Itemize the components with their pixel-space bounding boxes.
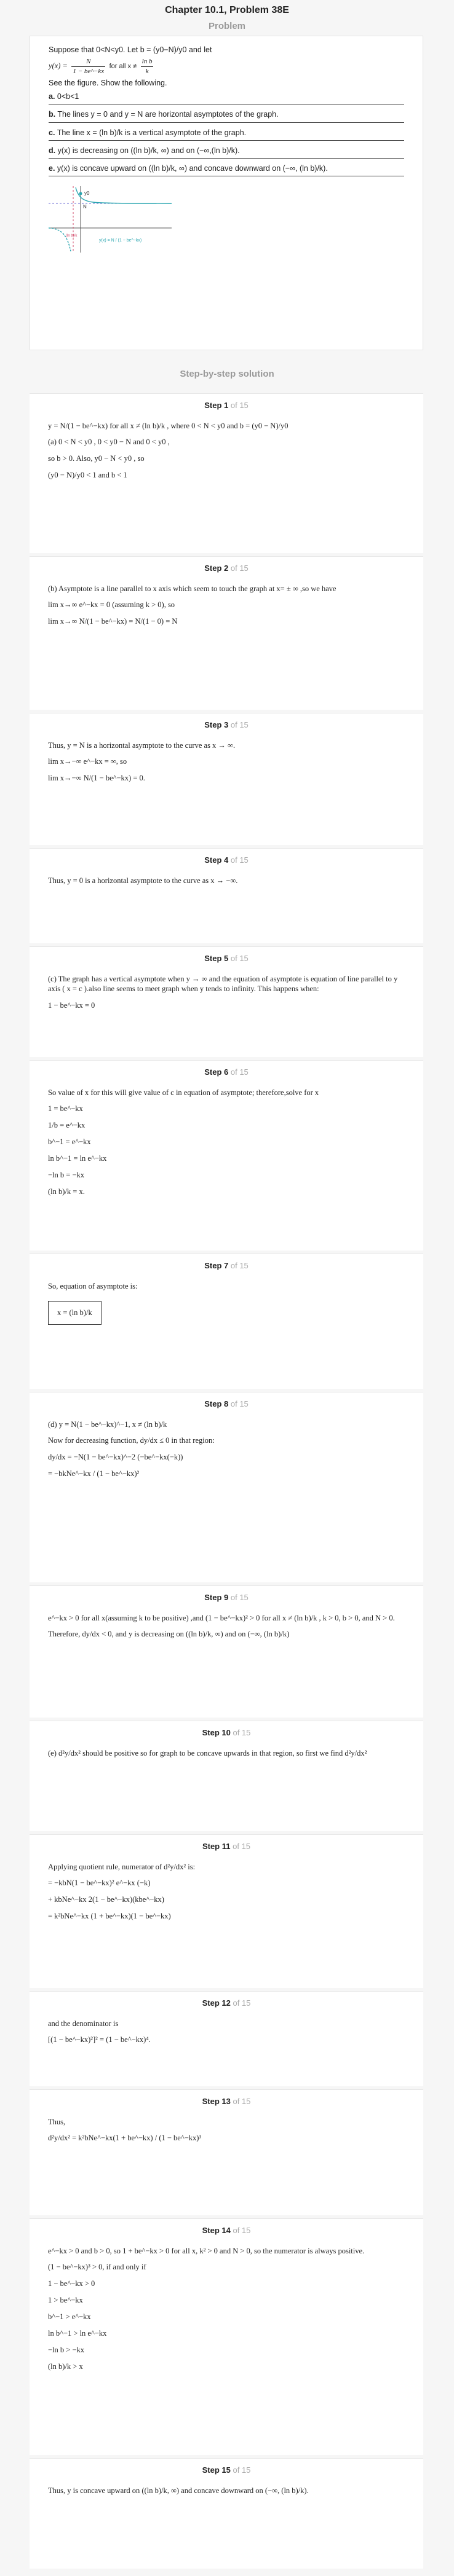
step-line: b^−1 = e^−kx <box>48 1137 91 1147</box>
step-line: [(1 − be^−kx)²]² = (1 − be^−kx)⁴. <box>48 2035 151 2044</box>
step-line: Now for decreasing function, dy/dx ≤ 0 in that region: <box>48 1436 215 1445</box>
problem-card <box>30 36 423 350</box>
step-line: = −bkNe^−kx / (1 − be^−kx)² <box>48 1469 140 1478</box>
step-header: Step 15 of 15 <box>202 2465 251 2475</box>
step-line: (c) The graph has a vertical asymptote when y → ∞ and the equation of asymptote is equation of line parallel to y axis ( x = c ).also line seems to meet graph when y tends to infinity. This happens when: <box>48 974 398 994</box>
point-y0 <box>79 192 82 195</box>
step-card <box>30 1721 423 1831</box>
step-card <box>30 1991 423 2086</box>
step-header: Step 10 of 15 <box>202 1728 251 1737</box>
step-line: so b > 0. Also, y0 − N < y0 , so <box>48 454 145 463</box>
step-header: Step 2 of 15 <box>204 564 249 573</box>
problem-option: b. The lines y = 0 and y = N are horizontal asymptotes of the graph. <box>49 108 404 122</box>
step-card <box>30 393 423 553</box>
step-line: 1 > be^−kx <box>48 2296 83 2305</box>
problem-option: c. The line x = (ln b)/k is a vertical asymptote of the graph. <box>49 127 404 141</box>
step-line: 1/b = e^−kx <box>48 1121 86 1130</box>
step-line: + kbNe^−kx 2(1 − be^−kx)(kbe^−kx) <box>48 1895 164 1904</box>
step-header: Step 1 of 15 <box>204 401 249 410</box>
step-card <box>30 2458 423 2569</box>
step-line: lim x→∞ N/(1 − be^−kx) = N/(1 − 0) = N <box>48 617 178 626</box>
step-header: Step 7 of 15 <box>204 1261 249 1270</box>
step-header: Step 11 of 15 <box>202 1842 251 1851</box>
step-card <box>30 1585 423 1718</box>
step-header: Step 4 of 15 <box>204 855 249 865</box>
step-line: (ln b)/k > x <box>48 2362 83 2371</box>
curve-left <box>49 228 71 251</box>
problem-option: e. y(x) is concave upward on ((ln b)/k, ∞) and concave downward on (−∞, (ln b)/k). <box>49 162 404 176</box>
step-header: Step 12 of 15 <box>202 1998 251 2008</box>
step-line: lim x→∞ e^−kx = 0 (assuming k > 0), so <box>48 600 175 610</box>
step-line: 1 − be^−kx = 0 <box>48 1001 95 1010</box>
step-card <box>30 1392 423 1582</box>
page-title: Chapter 10.1, Problem 38E <box>165 5 289 15</box>
step-header: Step 9 of 15 <box>204 1593 249 1602</box>
step-line: = k²bNe^−kx (1 + be^−kx)(1 − be^−kx) <box>48 1912 171 1921</box>
label-lnbk: (ln b)/k <box>66 234 78 238</box>
step-card <box>30 1254 423 1389</box>
step-line: (e) d²y/dx² should be positive so for graph to be concave upwards in that region, so first we find d²y/dx² <box>48 1748 367 1757</box>
step-header: Step 13 of 15 <box>202 2097 251 2106</box>
step-header: Step 6 of 15 <box>204 1067 249 1077</box>
step-header: Step 8 of 15 <box>204 1399 249 1408</box>
label-y0: y0 <box>84 190 90 197</box>
step-line: Thus, y = N is a horizontal asymptote to the curve as x → ∞. <box>48 740 236 750</box>
step-card <box>30 848 423 943</box>
step-line: (a) 0 < N < y0 , 0 < y0 − N and 0 < y0 , <box>48 438 170 447</box>
step-card <box>30 1060 423 1251</box>
step-line: x = (ln b)/k <box>48 1301 102 1325</box>
step-line: (d) y = N(1 − be^−kx)^−1, x ≠ (ln b)/k <box>48 1420 167 1429</box>
step-line: = −kbN(1 − be^−kx)² e^−kx (−k) <box>48 1879 151 1888</box>
step-line: Therefore, dy/dx < 0, and y is decreasing on ((ln b)/k, ∞) and on (−∞, (ln b)/k) <box>48 1630 290 1639</box>
step-line: e^−kx > 0 and b > 0, so 1 + be^−kx > 0 for all x, k² > 0 and N > 0, so the numerator is always positive. <box>48 2246 365 2255</box>
solution-label: Step-by-step solution <box>180 369 274 379</box>
problem-see: See the figure. Show the following. <box>49 78 167 87</box>
problem-intro: Suppose that 0<N<y0. Let b = (y0−N)/y0 and let <box>49 45 212 54</box>
step-header: Step 3 of 15 <box>204 720 249 729</box>
step-header: Step 14 of 15 <box>202 2226 251 2235</box>
step-card <box>30 1834 423 1988</box>
step-line: Thus, y is concave upward on ((ln b)/k, ∞) and concave downward on (−∞, (ln b)/k). <box>48 2486 309 2495</box>
step-line: −ln b = −kx <box>48 1170 84 1179</box>
step-card <box>30 946 423 1057</box>
step-line: Thus, y = 0 is a horizontal asymptote to the curve as x → −∞. <box>48 876 238 885</box>
step-line: ln b^−1 = ln e^−kx <box>48 1154 107 1163</box>
step-header: Step 5 of 15 <box>204 954 249 963</box>
problem-graph <box>49 185 172 253</box>
step-line: (1 − be^−kx)³ > 0, if and only if <box>48 2263 146 2272</box>
step-line: −ln b > −kx <box>48 2345 84 2354</box>
step-line: y = N/(1 − be^−kx) for all x ≠ (ln b)/k , where 0 < N < y0 and b = (y0 − N)/y0 <box>48 421 289 430</box>
problem-option: d. y(x) is decreasing on ((ln b)/k, ∞) and on (−∞,(ln b)/k). <box>49 144 404 159</box>
step-line: 1 = be^−kx <box>48 1104 83 1113</box>
step-line: e^−kx > 0 for all x(assuming k to be positive) ,and (1 − be^−kx)² > 0 for all x ≠ (ln b)/k , k > 0, b > 0, and N > 0. <box>48 1613 395 1622</box>
label-eq: y(x) = N / (1 − be^−kx) <box>99 238 142 243</box>
step-card <box>30 2218 423 2455</box>
problem-label: Problem <box>208 21 245 31</box>
step-line: So value of x for this will give value of c in equation of asymptote; therefore,solve for x <box>48 1088 319 1097</box>
problem-formula: y(x) = $\frac{N}{1 - be\^{}-kx}$ for all x ≠ $\frac{\text{ln b}}{k}$ <box>49 58 153 75</box>
step-line: Thus, <box>48 2117 66 2126</box>
problem-option: a. 0<b<1 <box>49 90 404 104</box>
step-line: and the denominator is <box>48 2019 119 2028</box>
step-line: 1 − be^−kx > 0 <box>48 2279 95 2288</box>
step-line: lim x→−∞ e^−kx = ∞, so <box>48 757 127 766</box>
step-line: b^−1 > e^−kx <box>48 2312 91 2322</box>
step-line: lim x→−∞ N/(1 − be^−kx) = 0. <box>48 774 145 783</box>
step-line: (y0 − N)/y0 < 1 and b < 1 <box>48 471 127 480</box>
step-card <box>30 556 423 710</box>
step-line: Applying quotient rule, numerator of d²y/dx² is: <box>48 1862 196 1871</box>
step-line: So, equation of asymptote is: <box>48 1281 138 1290</box>
step-line: (b) Asymptote is a line parallel to x axis which seem to touch the graph at x= ± ∞ ,so we have <box>48 584 337 593</box>
step-line: (ln b)/k = x. <box>48 1187 85 1196</box>
step-line: ln b^−1 > ln e^−kx <box>48 2328 107 2338</box>
label-n: N <box>83 204 87 210</box>
step-line: d²y/dx² = k²bNe^−kx(1 + be^−kx) / (1 − be^−kx)³ <box>48 2134 202 2143</box>
curve-right <box>76 187 172 203</box>
step-card <box>30 2089 423 2215</box>
step-card <box>30 713 423 845</box>
step-line: dy/dx = −N(1 − be^−kx)^−2 (−be^−kx(−k)) <box>48 1453 183 1462</box>
